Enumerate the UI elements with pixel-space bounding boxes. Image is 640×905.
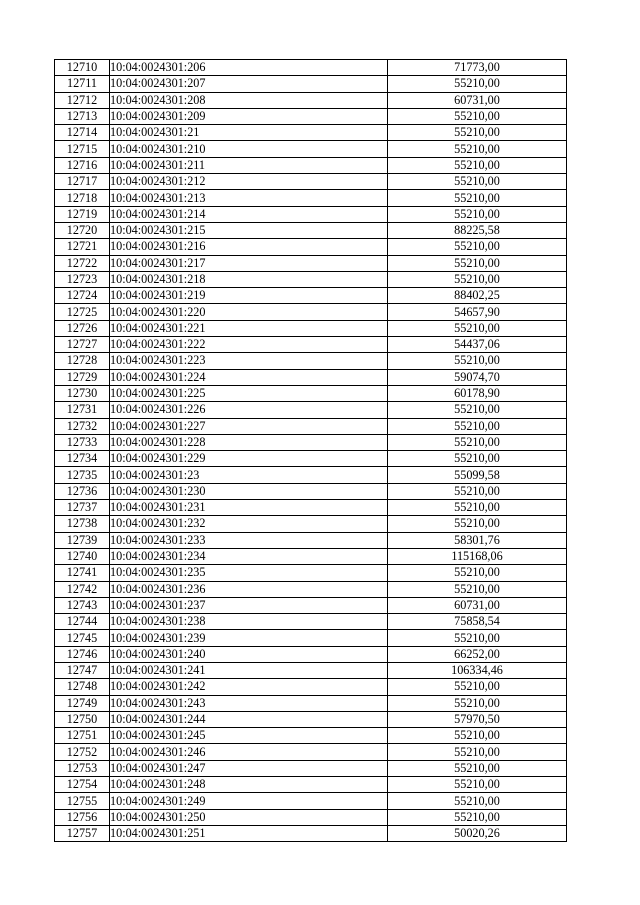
amount-cell: 58301,76: [388, 532, 567, 548]
cadastral-number-cell: 10:04:0024301:231: [110, 500, 388, 516]
row-number-cell: 12751: [55, 728, 110, 744]
row-number-cell: 12730: [55, 385, 110, 401]
table-row: [55, 483, 567, 499]
amount-cell: 55210,00: [388, 402, 567, 418]
cadastral-number-cell: 10:04:0024301:242: [110, 679, 388, 695]
row-number-cell: 12748: [55, 679, 110, 695]
row-number-cell: 12744: [55, 614, 110, 630]
amount-cell: 57970,50: [388, 711, 567, 727]
cadastral-number-cell: 10:04:0024301:237: [110, 597, 388, 613]
row-number-cell: 12737: [55, 500, 110, 516]
row-number-cell: 12734: [55, 451, 110, 467]
amount-cell: 55210,00: [388, 125, 567, 141]
cadastral-number-cell: 10:04:0024301:222: [110, 337, 388, 353]
table-row: [55, 760, 567, 776]
amount-cell: 55210,00: [388, 516, 567, 532]
table-row: [55, 320, 567, 336]
amount-cell: 55210,00: [388, 793, 567, 809]
row-number-cell: 12749: [55, 695, 110, 711]
cadastral-number-cell: 10:04:0024301:248: [110, 777, 388, 793]
row-number-cell: 12725: [55, 304, 110, 320]
cadastral-number-cell: 10:04:0024301:235: [110, 565, 388, 581]
table-row: [55, 793, 567, 809]
amount-cell: 55210,00: [388, 679, 567, 695]
row-number-cell: 12719: [55, 206, 110, 222]
cadastral-number-cell: 10:04:0024301:217: [110, 255, 388, 271]
row-number-cell: 12718: [55, 190, 110, 206]
table-row: [55, 60, 567, 76]
cadastral-number-cell: 10:04:0024301:239: [110, 630, 388, 646]
table-row: [55, 157, 567, 173]
cadastral-number-cell: 10:04:0024301:236: [110, 581, 388, 597]
cadastral-number-cell: 10:04:0024301:234: [110, 548, 388, 564]
table-row: [55, 532, 567, 548]
amount-cell: 60178,90: [388, 385, 567, 401]
row-number-cell: 12710: [55, 60, 110, 76]
row-number-cell: 12727: [55, 337, 110, 353]
records-table: [54, 59, 567, 842]
row-number-cell: 12729: [55, 369, 110, 385]
row-number-cell: 12746: [55, 646, 110, 662]
table-row: [55, 92, 567, 108]
amount-cell: 55210,00: [388, 760, 567, 776]
cadastral-number-cell: 10:04:0024301:233: [110, 532, 388, 548]
amount-cell: 106334,46: [388, 662, 567, 678]
row-number-cell: 12754: [55, 777, 110, 793]
amount-cell: 55210,00: [388, 418, 567, 434]
amount-cell: 55210,00: [388, 174, 567, 190]
cadastral-number-cell: 10:04:0024301:219: [110, 288, 388, 304]
row-number-cell: 12755: [55, 793, 110, 809]
amount-cell: 60731,00: [388, 597, 567, 613]
row-number-cell: 12739: [55, 532, 110, 548]
row-number-cell: 12742: [55, 581, 110, 597]
amount-cell: 55210,00: [388, 581, 567, 597]
row-number-cell: 12713: [55, 108, 110, 124]
amount-cell: 54437,06: [388, 337, 567, 353]
cadastral-number-cell: 10:04:0024301:245: [110, 728, 388, 744]
table-row: [55, 369, 567, 385]
cadastral-number-cell: 10:04:0024301:226: [110, 402, 388, 418]
table-row: [55, 434, 567, 450]
cadastral-number-cell: 10:04:0024301:224: [110, 369, 388, 385]
table-row: [55, 190, 567, 206]
cadastral-number-cell: 10:04:0024301:220: [110, 304, 388, 320]
cadastral-number-cell: 10:04:0024301:207: [110, 76, 388, 92]
cadastral-number-cell: 10:04:0024301:250: [110, 809, 388, 825]
records-table-body: [55, 60, 567, 842]
row-number-cell: 12757: [55, 825, 110, 841]
amount-cell: 55210,00: [388, 190, 567, 206]
table-row: [55, 548, 567, 564]
row-number-cell: 12728: [55, 353, 110, 369]
amount-cell: 66252,00: [388, 646, 567, 662]
row-number-cell: 12747: [55, 662, 110, 678]
amount-cell: 55210,00: [388, 239, 567, 255]
amount-cell: 59074,70: [388, 369, 567, 385]
row-number-cell: 12750: [55, 711, 110, 727]
table-row: [55, 662, 567, 678]
cadastral-number-cell: 10:04:0024301:213: [110, 190, 388, 206]
amount-cell: 55210,00: [388, 695, 567, 711]
row-number-cell: 12745: [55, 630, 110, 646]
row-number-cell: 12720: [55, 222, 110, 238]
row-number-cell: 12712: [55, 92, 110, 108]
amount-cell: 55210,00: [388, 451, 567, 467]
row-number-cell: 12715: [55, 141, 110, 157]
cadastral-number-cell: 10:04:0024301:216: [110, 239, 388, 255]
cadastral-number-cell: 10:04:0024301:247: [110, 760, 388, 776]
row-number-cell: 12714: [55, 125, 110, 141]
amount-cell: 55210,00: [388, 565, 567, 581]
row-number-cell: 12740: [55, 548, 110, 564]
table-row: [55, 614, 567, 630]
cadastral-number-cell: 10:04:0024301:246: [110, 744, 388, 760]
cadastral-number-cell: 10:04:0024301:249: [110, 793, 388, 809]
table-row: [55, 809, 567, 825]
row-number-cell: 12724: [55, 288, 110, 304]
row-number-cell: 12721: [55, 239, 110, 255]
amount-cell: 88402,25: [388, 288, 567, 304]
table-row: [55, 516, 567, 532]
amount-cell: 55210,00: [388, 809, 567, 825]
amount-cell: 55210,00: [388, 353, 567, 369]
cadastral-number-cell: 10:04:0024301:218: [110, 271, 388, 287]
row-number-cell: 12752: [55, 744, 110, 760]
table-row: [55, 581, 567, 597]
amount-cell: 55210,00: [388, 728, 567, 744]
row-number-cell: 12716: [55, 157, 110, 173]
amount-cell: 55210,00: [388, 777, 567, 793]
cadastral-number-cell: 10:04:0024301:211: [110, 157, 388, 173]
row-number-cell: 12743: [55, 597, 110, 613]
cadastral-number-cell: 10:04:0024301:230: [110, 483, 388, 499]
cadastral-number-cell: 10:04:0024301:206: [110, 60, 388, 76]
table-row: [55, 206, 567, 222]
cadastral-number-cell: 10:04:0024301:221: [110, 320, 388, 336]
cadastral-number-cell: 10:04:0024301:208: [110, 92, 388, 108]
row-number-cell: 12735: [55, 467, 110, 483]
table-row: [55, 141, 567, 157]
amount-cell: 55210,00: [388, 157, 567, 173]
amount-cell: 75858,54: [388, 614, 567, 630]
table-row: [55, 222, 567, 238]
amount-cell: 55210,00: [388, 255, 567, 271]
table-row: [55, 777, 567, 793]
amount-cell: 55210,00: [388, 108, 567, 124]
amount-cell: 50020,26: [388, 825, 567, 841]
table-row: [55, 711, 567, 727]
amount-cell: 55210,00: [388, 500, 567, 516]
cadastral-number-cell: 10:04:0024301:244: [110, 711, 388, 727]
table-row: [55, 679, 567, 695]
row-number-cell: 12723: [55, 271, 110, 287]
row-number-cell: 12717: [55, 174, 110, 190]
amount-cell: 88225,58: [388, 222, 567, 238]
amount-cell: 55210,00: [388, 141, 567, 157]
row-number-cell: 12738: [55, 516, 110, 532]
cadastral-number-cell: 10:04:0024301:229: [110, 451, 388, 467]
amount-cell: 55210,00: [388, 206, 567, 222]
row-number-cell: 12722: [55, 255, 110, 271]
table-row: [55, 451, 567, 467]
amount-cell: 55210,00: [388, 434, 567, 450]
cadastral-number-cell: 10:04:0024301:214: [110, 206, 388, 222]
row-number-cell: 12736: [55, 483, 110, 499]
cadastral-number-cell: 10:04:0024301:251: [110, 825, 388, 841]
table-row: [55, 76, 567, 92]
cadastral-number-cell: 10:04:0024301:243: [110, 695, 388, 711]
table-row: [55, 500, 567, 516]
row-number-cell: 12756: [55, 809, 110, 825]
row-number-cell: 12726: [55, 320, 110, 336]
amount-cell: 55099,58: [388, 467, 567, 483]
amount-cell: 55210,00: [388, 271, 567, 287]
table-row: [55, 255, 567, 271]
table-row: [55, 271, 567, 287]
table-row: [55, 630, 567, 646]
table-row: [55, 108, 567, 124]
cadastral-number-cell: 10:04:0024301:23: [110, 467, 388, 483]
amount-cell: 55210,00: [388, 744, 567, 760]
cadastral-number-cell: 10:04:0024301:212: [110, 174, 388, 190]
amount-cell: 55210,00: [388, 76, 567, 92]
table-row: [55, 239, 567, 255]
cadastral-number-cell: 10:04:0024301:225: [110, 385, 388, 401]
cadastral-number-cell: 10:04:0024301:240: [110, 646, 388, 662]
table-row: [55, 174, 567, 190]
amount-cell: 71773,00: [388, 60, 567, 76]
row-number-cell: 12711: [55, 76, 110, 92]
table-row: [55, 728, 567, 744]
amount-cell: 55210,00: [388, 630, 567, 646]
table-row: [55, 385, 567, 401]
table-row: [55, 337, 567, 353]
row-number-cell: 12753: [55, 760, 110, 776]
amount-cell: 54657,90: [388, 304, 567, 320]
table-row: [55, 418, 567, 434]
cadastral-number-cell: 10:04:0024301:241: [110, 662, 388, 678]
table-row: [55, 565, 567, 581]
table-row: [55, 288, 567, 304]
cadastral-number-cell: 10:04:0024301:209: [110, 108, 388, 124]
cadastral-number-cell: 10:04:0024301:223: [110, 353, 388, 369]
cadastral-number-cell: 10:04:0024301:228: [110, 434, 388, 450]
table-row: [55, 825, 567, 841]
amount-cell: 60731,00: [388, 92, 567, 108]
row-number-cell: 12741: [55, 565, 110, 581]
row-number-cell: 12733: [55, 434, 110, 450]
amount-cell: 55210,00: [388, 483, 567, 499]
cadastral-number-cell: 10:04:0024301:227: [110, 418, 388, 434]
table-row: [55, 402, 567, 418]
amount-cell: 55210,00: [388, 320, 567, 336]
row-number-cell: 12732: [55, 418, 110, 434]
table-row: [55, 125, 567, 141]
table-row: [55, 467, 567, 483]
cadastral-number-cell: 10:04:0024301:238: [110, 614, 388, 630]
table-row: [55, 646, 567, 662]
table-row: [55, 597, 567, 613]
cadastral-number-cell: 10:04:0024301:232: [110, 516, 388, 532]
table-row: [55, 695, 567, 711]
table-row: [55, 744, 567, 760]
row-number-cell: 12731: [55, 402, 110, 418]
table-row: [55, 304, 567, 320]
cadastral-number-cell: 10:04:0024301:210: [110, 141, 388, 157]
cadastral-number-cell: 10:04:0024301:21: [110, 125, 388, 141]
amount-cell: 115168,06: [388, 548, 567, 564]
table-row: [55, 353, 567, 369]
cadastral-number-cell: 10:04:0024301:215: [110, 222, 388, 238]
